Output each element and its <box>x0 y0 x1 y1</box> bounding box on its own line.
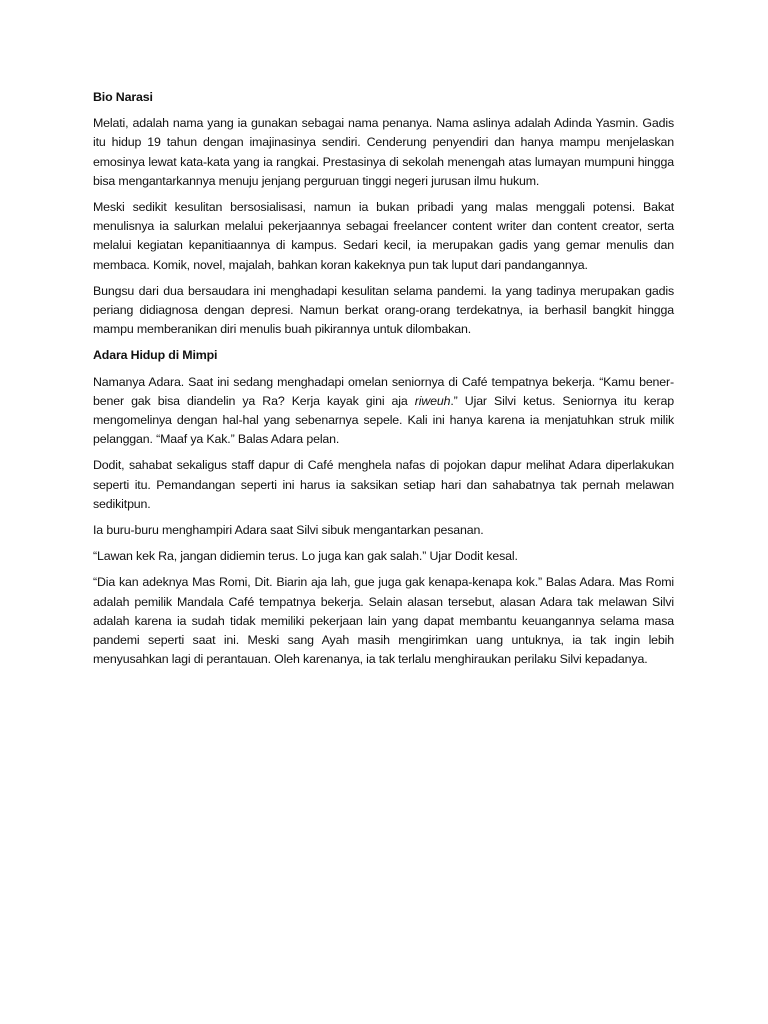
section-heading-story-title: Adara Hidup di Mimpi <box>93 348 218 363</box>
story-paragraph-3: Ia buru-buru menghampiri Adara saat Silvi sibuk mengantarkan pesanan. <box>93 523 484 538</box>
document-page <box>93 88 674 676</box>
story-paragraph-5: “Dia kan adeknya Mas Romi, Dit. Biarin aja lah, gue juga gak kenapa-kenapa kok.” Balas Adara. Mas Romi adalah pemilik Mandala Café tempatnya bekerja. Selain alasan tersebut, alasan Adara tak melawan Silvi adalah karena ia sudah tidak memiliki pekerjaan lain yang dapat membantu keuangannya selama masa pandemi seperti saat ini. Meski sang Ayah masih mengirimkan uang untuknya, ia tak ingin lebih menyusahkan lagi di perantauan. Oleh karenanya, ia tak terlalu menghiraukan perilaku Silvi kepadanya. <box>93 575 674 667</box>
story-paragraph-1-part-b: .” Ujar Silvi ketus. Seniornya itu kerap mengomelinya dengan hal-hal yang sebenarnya sepele. Kali ini hanya karena ia menjatuhkan struk milik pelanggan. “Maaf ya Kak.” Balas Adara pelan. <box>93 393 674 447</box>
bio-paragraph-1: Melati, adalah nama yang ia gunakan sebagai nama penanya. Nama aslinya adalah Adinda Yasmin. Gadis itu hidup 19 tahun dengan imajinasinya sendiri. Cenderung penyendiri dan hanya mampu menjelaskan emosinya lewat kata-kata yang ia rangkai. Prestasinya di sekolah menengah atas lumayan mumpuni hingga bisa mengantarkannya menuju jenjang perguruan tinggi negeri jurusan ilmu hukum. <box>93 116 674 188</box>
story-paragraph-1 <box>93 373 674 450</box>
bio-paragraph-3: Bungsu dari dua bersaudara ini menghadapi kesulitan selama pandemi. Ia yang tadinya merupakan gadis periang didiagnosa dengan depresi. Namun berkat orang-orang terdekatnya, ia berhasil bangkit hingga mampu memberanikan diri menulis buah pikirannya untuk dilombakan. <box>93 283 674 337</box>
bio-paragraph-2: Meski sedikit kesulitan bersosialisasi, namun ia bukan pribadi yang malas menggali potensi. Bakat menulisnya ia salurkan melalui pekerjaannya sebagai freelancer content writer dan content creator, serta melalui kegiatan kepanitiaannya di kampus. Sedari kecil, ia merupakan gadis yang gemar menulis dan membaca. Komik, novel, majalah, bahkan koran kakeknya pun tak luput dari pandangannya. <box>93 200 674 272</box>
story-paragraph-4: “Lawan kek Ra, jangan didiemin terus. Lo juga kan gak salah.” Ujar Dodit kesal. <box>93 549 518 564</box>
story-paragraph-2: Dodit, sahabat sekaligus staff dapur di Café menghela nafas di pojokan dapur melihat Adara diperlakukan seperti itu. Pemandangan seperti ini harus ia saksikan setiap hari dan sahabatnya tak pernah melawan sedikitpun. <box>93 458 674 511</box>
italic-word: riweuh <box>414 393 451 408</box>
section-heading-bio-narasi: Bio Narasi <box>93 90 153 104</box>
story-paragraph-1-part-a: Namanya Adara. Saat ini sedang menghadapi omelan seniornya di Café tempatnya bekerja. “Kamu bener-bener gak bisa diandelin ya Ra? Kerja kayak gini aja <box>93 374 674 408</box>
